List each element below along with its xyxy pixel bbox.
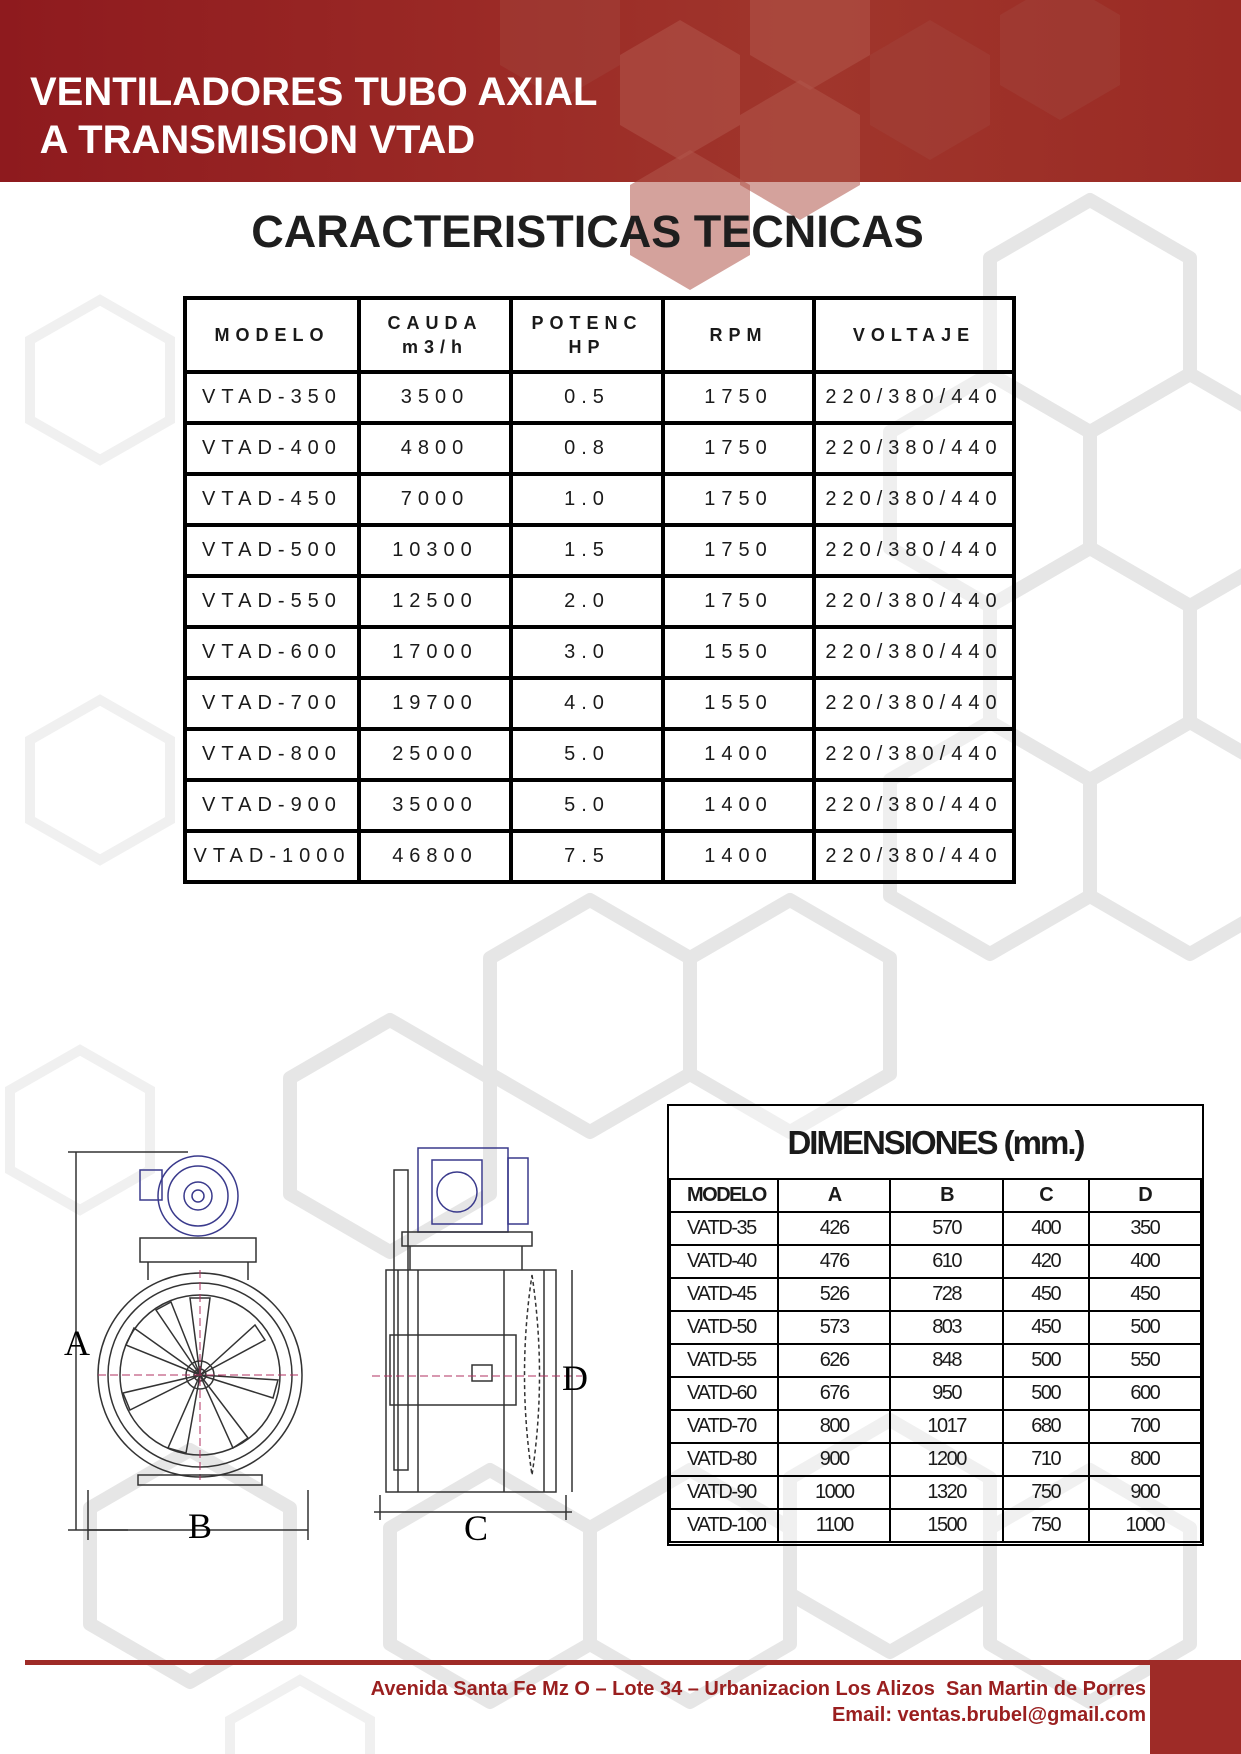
table-cell: VTAD-350: [185, 372, 359, 423]
table-cell: VATD-80: [670, 1443, 778, 1476]
table-cell: 1000: [778, 1476, 890, 1509]
table-row: [670, 1410, 1201, 1443]
table-cell: 750: [1003, 1476, 1089, 1509]
table-row: [185, 729, 1014, 780]
column-header: B: [890, 1179, 1002, 1212]
table-cell: 220/380/440: [814, 831, 1014, 882]
table-cell: 420: [1003, 1245, 1089, 1278]
table-cell: 500: [1003, 1377, 1089, 1410]
table-cell: 1550: [663, 678, 814, 729]
table-cell: 1550: [663, 627, 814, 678]
table-cell: 220/380/440: [814, 576, 1014, 627]
table-cell: VTAD-450: [185, 474, 359, 525]
table-body: [670, 1212, 1201, 1542]
table-cell: 526: [778, 1278, 890, 1311]
table-row: [670, 1509, 1201, 1542]
table-cell: 10300: [359, 525, 511, 576]
table-cell: 1400: [663, 729, 814, 780]
table-cell: 3.0: [511, 627, 663, 678]
table-row: [670, 1311, 1201, 1344]
table-cell: VATD-90: [670, 1476, 778, 1509]
table-row: [185, 372, 1014, 423]
table-cell: VTAD-400: [185, 423, 359, 474]
table-cell: 5.0: [511, 729, 663, 780]
table-cell: 17000: [359, 627, 511, 678]
table-cell: VATD-60: [670, 1377, 778, 1410]
fan-front-view-drawing: [64, 1140, 320, 1546]
table-row: [185, 831, 1014, 882]
table-header-row: [185, 298, 1014, 372]
table-row: [185, 474, 1014, 525]
dimension-label-c: C: [464, 1508, 489, 1548]
table-cell: VATD-35: [670, 1212, 778, 1245]
table-row: [670, 1476, 1201, 1509]
table-row: [185, 525, 1014, 576]
table-cell: 1320: [890, 1476, 1002, 1509]
table-cell: 7.5: [511, 831, 663, 882]
table-row: [670, 1278, 1201, 1311]
table-cell: 710: [1003, 1443, 1089, 1476]
table-cell: 900: [1089, 1476, 1201, 1509]
table-cell: 35000: [359, 780, 511, 831]
table-cell: VATD-100: [670, 1509, 778, 1542]
table-cell: 450: [1003, 1278, 1089, 1311]
table-cell: 728: [890, 1278, 1002, 1311]
table-cell: VTAD-800: [185, 729, 359, 780]
table-cell: 800: [778, 1410, 890, 1443]
table-cell: 950: [890, 1377, 1002, 1410]
table-cell: 1.5: [511, 525, 663, 576]
column-header: RPM: [663, 298, 814, 372]
table-cell: 1750: [663, 525, 814, 576]
table-cell: 220/380/440: [814, 627, 1014, 678]
table-cell: 610: [890, 1245, 1002, 1278]
table-cell: 4.0: [511, 678, 663, 729]
dimensions-table: [669, 1178, 1202, 1543]
table-cell: 426: [778, 1212, 890, 1245]
table-row: [670, 1344, 1201, 1377]
table-cell: 1750: [663, 372, 814, 423]
table-row: [670, 1377, 1201, 1410]
table-body: [185, 372, 1014, 882]
table-cell: 1.0: [511, 474, 663, 525]
dimensions-title: DIMENSIONES (mm.): [787, 1124, 1084, 1161]
table-cell: 1400: [663, 780, 814, 831]
table-cell: 46800: [359, 831, 511, 882]
dimension-label-b: B: [188, 1506, 213, 1546]
table-row: [185, 576, 1014, 627]
table-cell: 1100: [778, 1509, 890, 1542]
table-row: [670, 1245, 1201, 1278]
table-cell: 25000: [359, 729, 511, 780]
table-cell: 4800: [359, 423, 511, 474]
table-row: [185, 678, 1014, 729]
table-cell: VATD-45: [670, 1278, 778, 1311]
table-cell: VTAD-600: [185, 627, 359, 678]
table-cell: 500: [1089, 1311, 1201, 1344]
table-cell: 500: [1003, 1344, 1089, 1377]
table-cell: 3500: [359, 372, 511, 423]
table-cell: 0.5: [511, 372, 663, 423]
table-cell: 800: [1089, 1443, 1201, 1476]
table-cell: 570: [890, 1212, 1002, 1245]
table-cell: 19700: [359, 678, 511, 729]
footer-address: Avenida Santa Fe Mz O – Lote 34 – Urbanizacion Los Alizos San Martin de Porres: [370, 1678, 1146, 1700]
table-cell: 450: [1003, 1311, 1089, 1344]
table-cell: VTAD-550: [185, 576, 359, 627]
table-row: [185, 780, 1014, 831]
table-header-row: [670, 1179, 1201, 1212]
table-cell: 550: [1089, 1344, 1201, 1377]
table-cell: 573: [778, 1311, 890, 1344]
table-cell: VATD-55: [670, 1344, 778, 1377]
table-cell: 220/380/440: [814, 678, 1014, 729]
table-cell: 600: [1089, 1377, 1201, 1410]
column-header: A: [778, 1179, 890, 1212]
table-cell: 220/380/440: [814, 780, 1014, 831]
table-cell: 1017: [890, 1410, 1002, 1443]
table-cell: 2.0: [511, 576, 663, 627]
page-title-line-1: VENTILADORES TUBO AXIAL: [30, 70, 598, 114]
page-title: [30, 68, 597, 164]
table-cell: 803: [890, 1311, 1002, 1344]
table-cell: 1750: [663, 423, 814, 474]
table-cell: 5.0: [511, 780, 663, 831]
table-row: [670, 1212, 1201, 1245]
column-header: C: [1003, 1179, 1089, 1212]
table-cell: VTAD-900: [185, 780, 359, 831]
table-cell: 400: [1003, 1212, 1089, 1245]
table-cell: 848: [890, 1344, 1002, 1377]
table-cell: VTAD-1000: [185, 831, 359, 882]
table-cell: 1750: [663, 576, 814, 627]
column-header: D: [1089, 1179, 1201, 1212]
table-cell: 1000: [1089, 1509, 1201, 1542]
footer-accent-block: [1150, 1665, 1241, 1754]
table-cell: 900: [778, 1443, 890, 1476]
table-cell: 220/380/440: [814, 525, 1014, 576]
table-cell: VTAD-700: [185, 678, 359, 729]
table-cell: 350: [1089, 1212, 1201, 1245]
table-cell: 1200: [890, 1443, 1002, 1476]
table-cell: 1750: [663, 474, 814, 525]
table-row: [670, 1443, 1201, 1476]
table-cell: 12500: [359, 576, 511, 627]
fan-side-view-drawing: [372, 1140, 592, 1548]
column-header: MODELO: [670, 1179, 778, 1212]
technical-specs-table: [183, 296, 1016, 884]
table-cell: 450: [1089, 1278, 1201, 1311]
table-cell: VATD-70: [670, 1410, 778, 1443]
table-cell: 476: [778, 1245, 890, 1278]
table-cell: 220/380/440: [814, 372, 1014, 423]
table-cell: 220/380/440: [814, 729, 1014, 780]
column-header: MODELO: [185, 298, 359, 372]
table-cell: 676: [778, 1377, 890, 1410]
table-cell: 1400: [663, 831, 814, 882]
table-cell: 750: [1003, 1509, 1089, 1542]
column-header: POTENC HP: [511, 298, 663, 372]
footer-divider: [25, 1660, 1241, 1665]
dimension-label-d: D: [562, 1358, 588, 1398]
table-cell: 700: [1089, 1410, 1201, 1443]
column-header: VOLTAJE: [814, 298, 1014, 372]
header-banner: [0, 0, 1241, 182]
table-cell: 220/380/440: [814, 423, 1014, 474]
footer-email: Email: ventas.brubel@gmail.com: [831, 1704, 1146, 1726]
table-cell: 626: [778, 1344, 890, 1377]
footer-contact: [371, 1676, 1146, 1728]
table-cell: 680: [1003, 1410, 1089, 1443]
table-cell: 220/380/440: [814, 474, 1014, 525]
table-cell: VTAD-500: [185, 525, 359, 576]
section-title: CARACTERISTICAS TECNICAS: [251, 206, 924, 257]
page-title-line-2: A TRANSMISION VTAD: [30, 118, 476, 162]
table-cell: 7000: [359, 474, 511, 525]
table-row: [185, 423, 1014, 474]
table-cell: VATD-50: [670, 1311, 778, 1344]
table-row: [185, 627, 1014, 678]
table-cell: 400: [1089, 1245, 1201, 1278]
table-cell: 1500: [890, 1509, 1002, 1542]
dimensions-panel: [667, 1104, 1204, 1546]
dimension-label-a: A: [64, 1323, 90, 1363]
column-header: CAUDA m3/h: [359, 298, 511, 372]
table-cell: VATD-40: [670, 1245, 778, 1278]
table-cell: 0.8: [511, 423, 663, 474]
